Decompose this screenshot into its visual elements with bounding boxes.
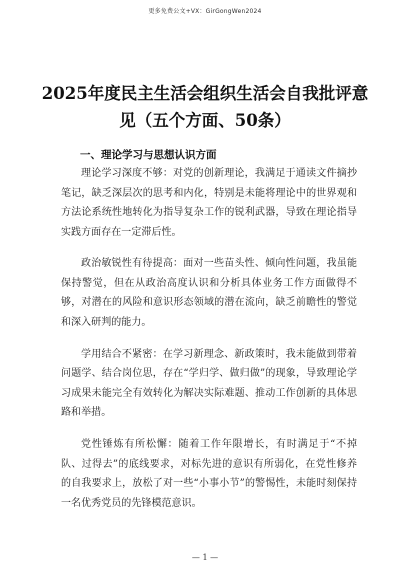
page-number: — 1 — [191,553,219,562]
paragraph: 政治敏锐性有待提高：面对一些苗头性、倾向性问题，我虽能保持警觉，但在从政治高度认识和分析具体业务工作方面做得不够，对潜在的风险和意识形态领域的潜在流向，缺乏前瞻性的警觉和深入研判的能力。 [61,258,357,328]
paragraph: 学用结合不紧密：在学习新理念、新政策时，我未能做到带着问题学、结合岗位思，存在“学归学、做归做”的现象，导致理论学习成果未能完全有效转化为解决实际难题、推动工作创新的具体思路和举措。 [61,348,357,419]
document-title: 2025年度民主生活会组织生活会自我批评意见（五个方面、50条） [41,84,369,130]
section-heading: 一、理论学习与思想认识方面 [80,149,217,161]
document-body [61,164,357,526]
paragraph: 党性锤炼有所松懈：随着工作年限增长，有时满足于“不掉队、过得去”的底线要求，对标先进的意识有所弱化，在党性修养的自我要求上，放松了对一些“小事小节”的警惕性，未能时刻保持一名优秀党员的先锋模范意识。 [61,439,357,509]
paragraph: 理论学习深度不够：对党的创新理论，我满足于通读文件摘抄笔记，缺乏深层次的思考和内化，特别是未能将理论中的世界观和方法论系统性地转化为指导复杂工作的锐利武器，导致在理论指导实践方面存在一定滞后性。 [61,168,357,238]
page-header: 更多免费公文+VX：GirGongWen2024 [148,8,262,15]
